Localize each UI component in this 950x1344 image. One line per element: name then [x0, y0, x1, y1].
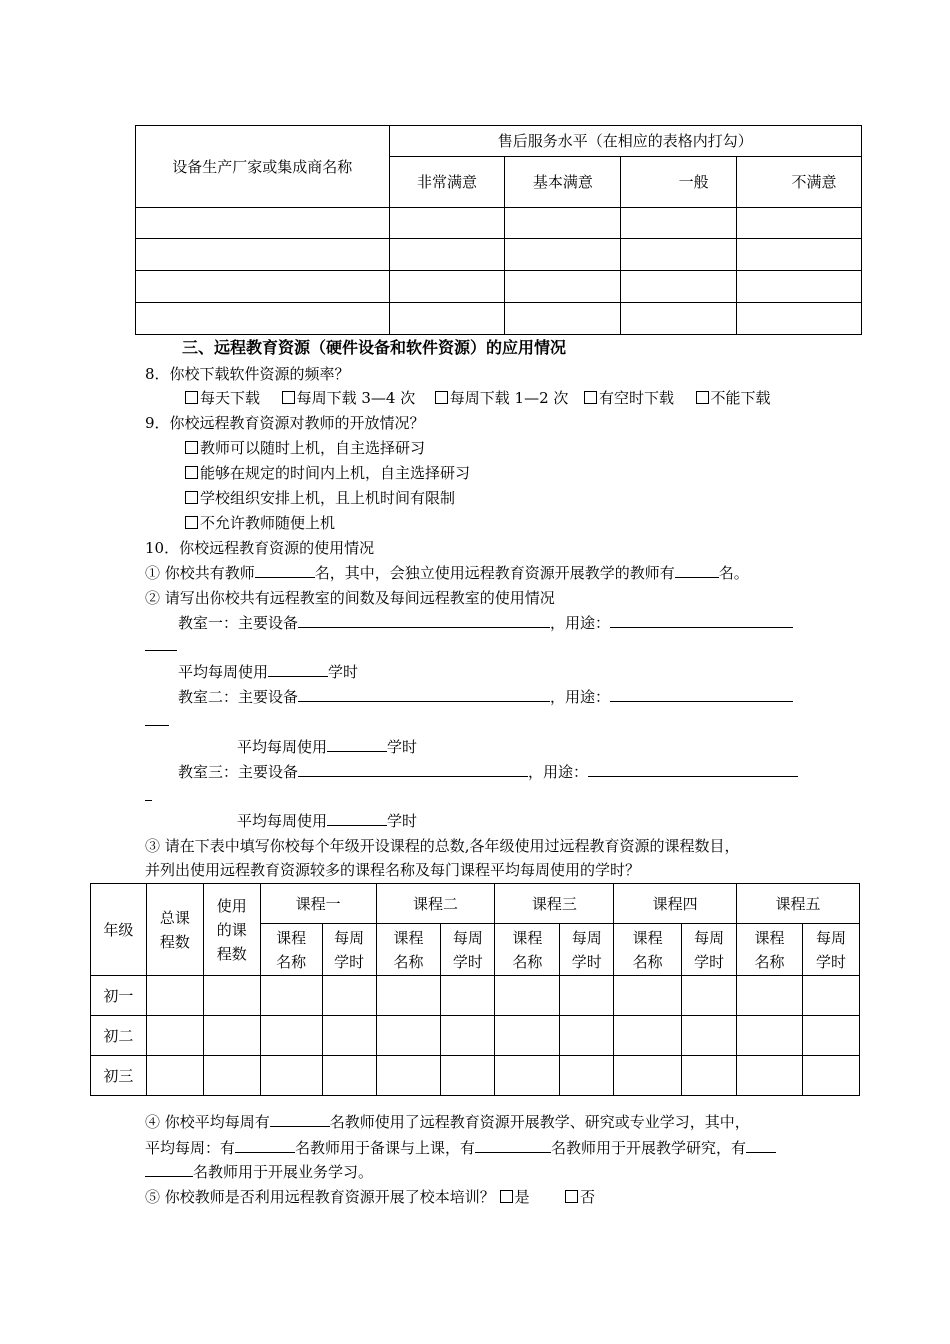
q10-item4-line1: ④ 你校平均每周有 名教师使用了远程教育资源开展教学、研究或专业学习，其中， [145, 1113, 750, 1131]
room3-equipment-blank[interactable] [298, 762, 528, 777]
room2-line: 教室二：主要设备 ，用途： [178, 687, 793, 707]
q8-option[interactable]: 有空时下载 [584, 389, 674, 407]
sub-hours-header: 每周学时 [322, 924, 376, 976]
table-cell[interactable] [621, 271, 737, 303]
room1-hours: 平均每周使用 学时 [178, 663, 359, 681]
table-cell[interactable] [260, 1016, 322, 1056]
sub-name-header: 课程名称 [260, 924, 322, 976]
q10-item5: ⑤ 你校教师是否利用远程教育资源开展了校本培训？ 是 否 [145, 1188, 596, 1206]
table-cell[interactable] [376, 1016, 441, 1056]
table-cell[interactable] [389, 239, 505, 271]
weekly-teacher-blank[interactable] [270, 1112, 330, 1127]
table-cell[interactable] [136, 271, 390, 303]
table-cell[interactable] [495, 976, 560, 1016]
table-cell[interactable] [505, 239, 621, 271]
table-cell[interactable] [802, 976, 859, 1016]
grade-row-label: 初二 [91, 1016, 147, 1056]
table-cell[interactable] [505, 303, 621, 335]
room2-use-blank-cont[interactable] [145, 711, 169, 726]
table-cell[interactable] [802, 1056, 859, 1096]
course-3-header: 课程三 [495, 884, 614, 924]
checkbox-icon[interactable] [185, 466, 198, 479]
prep-teacher-blank[interactable] [235, 1138, 295, 1153]
table-cell[interactable] [505, 208, 621, 239]
room1-line: 教室一：主要设备 ，用途： [178, 613, 793, 633]
q8-option[interactable]: 不能下载 [696, 389, 771, 407]
room3-line: 教室三：主要设备 ，用途： [178, 762, 798, 782]
q8-question: 8．你校下载软件资源的频率？ [145, 365, 350, 383]
checkbox-icon[interactable] [565, 1190, 578, 1203]
vendor-header: 设备生产厂家或集成商名称 [136, 126, 390, 208]
table-cell[interactable] [441, 976, 495, 1016]
room3-use-blank[interactable] [588, 762, 798, 777]
checkbox-icon[interactable] [185, 391, 198, 404]
study-teacher-blank-cont[interactable] [145, 1162, 193, 1177]
table-cell[interactable] [505, 271, 621, 303]
q8-option[interactable]: 每周下载 1—2 次 [435, 389, 569, 407]
room1-hours-blank[interactable] [268, 662, 328, 677]
checkbox-icon[interactable] [435, 391, 448, 404]
checkbox-icon[interactable] [185, 491, 198, 504]
q9-option[interactable]: 教师可以随时上机，自主选择研习 [185, 438, 425, 458]
table-cell[interactable] [614, 1056, 682, 1096]
table-cell[interactable] [376, 976, 441, 1016]
sub-hours-header: 每周学时 [682, 924, 737, 976]
sub-hours-header: 每周学时 [441, 924, 495, 976]
grade-header: 年级 [91, 884, 147, 976]
room3-hours: 平均每周使用 学时 [237, 812, 418, 830]
room1-equipment-blank[interactable] [298, 613, 550, 628]
q8-option[interactable]: 每周下载 3—4 次 [282, 389, 416, 407]
table-cell[interactable] [682, 976, 737, 1016]
checkbox-icon[interactable] [282, 391, 295, 404]
course-5-header: 课程五 [737, 884, 860, 924]
table-cell[interactable] [322, 1056, 376, 1096]
level-very-satisfied: 非常满意 [389, 157, 505, 208]
q10-item4-line3: 名教师用于开展业务学习。 [145, 1162, 373, 1182]
table-cell[interactable] [802, 1016, 859, 1056]
room2-hours: 平均每周使用 学时 [237, 738, 418, 756]
room2-hours-blank[interactable] [327, 737, 387, 752]
q8-option[interactable]: 每天下载 [185, 389, 260, 407]
q10-item4-line2: 平均每周：有 名教师用于备课与上课，有 名教师用于开展教学研究，有 [145, 1138, 776, 1158]
q10-question: 10．你校远程教育资源的使用情况 [145, 539, 375, 557]
q10-item1: ① 你校共有教师 名，其中，会独立使用远程教育资源开展教学的教师有 名。 [145, 564, 749, 582]
checkbox-icon[interactable] [500, 1190, 513, 1203]
table-cell[interactable] [614, 1016, 682, 1056]
room1-use-blank[interactable] [610, 613, 793, 628]
sub-name-header: 课程名称 [376, 924, 441, 976]
table-cell[interactable] [737, 239, 862, 271]
checkbox-icon[interactable] [584, 391, 597, 404]
service-table [135, 125, 862, 335]
table-cell[interactable] [737, 271, 862, 303]
no-option[interactable]: 否 [565, 1188, 595, 1206]
sub-hours-header: 每周学时 [802, 924, 859, 976]
room3-hours-blank[interactable] [327, 811, 387, 826]
level-normal: 一般 [621, 157, 737, 208]
section3-title: 三、远程教育资源（硬件设备和软件资源）的应用情况 [182, 338, 567, 357]
course-table [90, 883, 860, 1096]
table-cell[interactable] [146, 1016, 203, 1056]
table-cell[interactable] [260, 976, 322, 1016]
table-cell[interactable] [376, 1056, 441, 1096]
table-cell[interactable] [560, 976, 614, 1016]
room2-use-blank[interactable] [610, 687, 793, 702]
room2-equipment-blank[interactable] [298, 687, 550, 702]
sub-name-header: 课程名称 [737, 924, 803, 976]
table-cell[interactable] [146, 1056, 203, 1096]
table-cell[interactable] [682, 1056, 737, 1096]
checkbox-icon[interactable] [696, 391, 709, 404]
course-1-header: 课程一 [260, 884, 376, 924]
table-cell[interactable] [322, 976, 376, 1016]
service-header: 售后服务水平（在相应的表格内打勾） [389, 126, 861, 157]
q10-item2: ② 请写出你校共有远程教室的间数及每间远程教室的使用情况 [145, 589, 555, 607]
level-satisfied: 基本满意 [505, 157, 621, 208]
table-cell[interactable] [614, 976, 682, 1016]
room3-use-blank-cont[interactable] [145, 786, 152, 801]
table-cell[interactable] [136, 303, 390, 335]
checkbox-icon[interactable] [185, 516, 198, 529]
table-cell[interactable] [621, 303, 737, 335]
study-teacher-blank[interactable] [746, 1138, 776, 1153]
table-cell[interactable] [389, 208, 505, 239]
table-cell[interactable] [495, 1016, 560, 1056]
capable-teacher-blank[interactable] [675, 563, 719, 578]
level-unsatisfied: 不满意 [737, 157, 862, 208]
sub-name-header: 课程名称 [495, 924, 560, 976]
table-cell[interactable] [136, 208, 390, 239]
table-cell[interactable] [322, 1016, 376, 1056]
research-teacher-blank[interactable] [475, 1138, 551, 1153]
table-cell[interactable] [737, 208, 862, 239]
total-courses-header: 总课程数 [146, 884, 203, 976]
q9-question: 9．你校远程教育资源对教师的开放情况？ [145, 414, 425, 432]
table-cell[interactable] [389, 271, 505, 303]
table-cell[interactable] [203, 1056, 260, 1096]
table-cell[interactable] [737, 1056, 803, 1096]
table-cell[interactable] [737, 1016, 803, 1056]
table-cell[interactable] [560, 1056, 614, 1096]
table-cell[interactable] [621, 239, 737, 271]
table-cell[interactable] [203, 1016, 260, 1056]
sub-name-header: 课程名称 [614, 924, 682, 976]
checkbox-icon[interactable] [185, 441, 198, 454]
table-cell[interactable] [389, 303, 505, 335]
q10-item3-line1: ③ 请在下表中填写你校每个年级开设课程的总数,各年级使用过远程教育资源的课程数目， [145, 837, 740, 855]
course-2-header: 课程二 [376, 884, 495, 924]
table-cell[interactable] [495, 1056, 560, 1096]
table-cell[interactable] [203, 976, 260, 1016]
table-cell[interactable] [136, 239, 390, 271]
grade-row-label: 初三 [91, 1056, 147, 1096]
table-cell[interactable] [441, 1016, 495, 1056]
table-cell[interactable] [146, 976, 203, 1016]
table-cell[interactable] [621, 208, 737, 239]
table-cell[interactable] [441, 1056, 495, 1096]
q9-option[interactable]: 学校组织安排上机，且上机时间有限制 [185, 488, 455, 508]
yes-option[interactable]: 是 [500, 1188, 530, 1206]
q10-item3-line2: 并列出使用远程教育资源较多的课程名称及每门课程平均每周使用的学时？ [145, 861, 641, 879]
table-cell[interactable] [737, 303, 862, 335]
table-cell[interactable] [682, 1016, 737, 1056]
grade-row-label: 初一 [91, 976, 147, 1016]
table-cell[interactable] [260, 1056, 322, 1096]
table-cell[interactable] [560, 1016, 614, 1056]
q8-options [185, 388, 771, 408]
q9-option[interactable]: 不允许教师随便上机 [185, 513, 335, 533]
course-4-header: 课程四 [614, 884, 737, 924]
q9-option[interactable]: 能够在规定的时间内上机，自主选择研习 [185, 463, 470, 483]
room1-use-blank-cont[interactable] [145, 636, 177, 651]
table-cell[interactable] [737, 976, 803, 1016]
sub-hours-header: 每周学时 [560, 924, 614, 976]
teacher-count-blank[interactable] [255, 563, 315, 578]
used-courses-header: 使用的课程数 [203, 884, 260, 976]
